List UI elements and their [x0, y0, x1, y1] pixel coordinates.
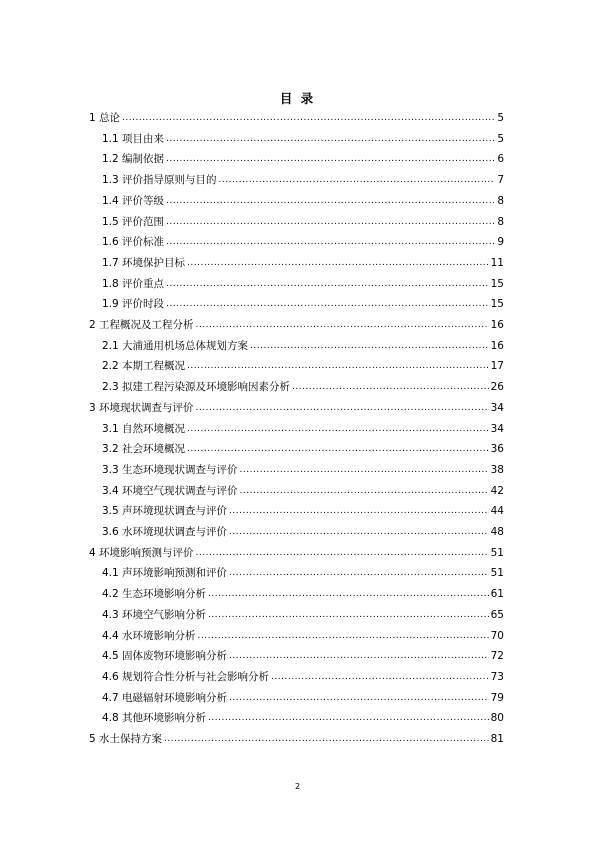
- toc-leader-dots: [166, 212, 495, 233]
- toc-entry[interactable]: [102, 522, 504, 543]
- toc-entry-page: 11: [490, 256, 504, 269]
- toc-entry-label: 4.3 环境空气影响分析: [102, 608, 207, 621]
- toc-entry-page: 65: [490, 608, 504, 621]
- toc-leader-dots: [166, 294, 489, 315]
- toc-entry-label: 1.2 编制依据: [102, 153, 165, 166]
- toc-entry[interactable]: [102, 501, 504, 522]
- toc-entry[interactable]: [102, 481, 504, 502]
- toc-entry-page: 38: [490, 463, 504, 476]
- toc-entry-label: 4.1 声环境影响预测和评价: [102, 567, 228, 580]
- toc-leader-dots: [187, 439, 489, 460]
- toc-entry-label: 2 工程概况及工程分析: [89, 319, 194, 331]
- toc-entry-page: 51: [490, 546, 504, 559]
- toc-entry[interactable]: [89, 729, 504, 750]
- toc-entry-label: 4 环境影响预测与评价: [89, 546, 194, 559]
- toc-leader-dots: [208, 708, 489, 729]
- toc-entry[interactable]: [102, 377, 504, 398]
- toc-leader-dots: [196, 543, 489, 564]
- toc-entry-label: 2.2 本期工程概况: [102, 360, 186, 373]
- toc-leader-dots: [240, 460, 489, 481]
- toc-entry-label: 1.4 评价等级: [102, 194, 165, 207]
- toc-entry[interactable]: [102, 212, 504, 233]
- toc-entry-page: 48: [490, 526, 504, 538]
- toc-entry[interactable]: [102, 129, 504, 150]
- toc-entry-page: 51: [490, 567, 504, 580]
- toc-leader-dots: [271, 667, 489, 688]
- toc-entry[interactable]: [102, 356, 504, 377]
- toc-leader-dots: [208, 605, 489, 626]
- toc-entry[interactable]: [89, 108, 504, 129]
- toc-leader-dots: [166, 274, 489, 295]
- toc-leader-dots: [229, 688, 489, 709]
- toc-entry-page: 9: [497, 236, 504, 249]
- toc-entry[interactable]: [102, 419, 504, 440]
- toc-entry-page: 42: [490, 484, 504, 497]
- toc-entry-label: 4.2 生态环境影响分析: [102, 588, 207, 601]
- toc-entry[interactable]: [102, 439, 504, 460]
- toc-entry[interactable]: [102, 605, 504, 626]
- toc-entry-label: 1.8 评价重点: [102, 277, 165, 290]
- toc-entry-page: 5: [497, 132, 504, 145]
- page-number: 2: [294, 782, 301, 791]
- toc-entry-label: 3.1 自然环境概况: [102, 422, 186, 435]
- toc-entry-page: 5: [497, 112, 504, 124]
- toc-entry[interactable]: [102, 688, 504, 709]
- toc-leader-dots: [187, 356, 489, 377]
- toc-leader-dots: [166, 129, 495, 150]
- toc-leader-dots: [292, 377, 489, 398]
- toc-entry-label: 4.5 固体废物环境影响分析: [102, 650, 228, 663]
- toc-entry-label: 3.2 社会环境概况: [102, 443, 186, 456]
- toc-entry-label: 3.6 水环境现状调查与评价: [102, 526, 228, 538]
- toc-entry[interactable]: [102, 667, 504, 688]
- toc-entry[interactable]: [102, 191, 504, 212]
- toc-entry-page: 26: [490, 381, 504, 394]
- toc-entry-label: 1.9 评价时段: [102, 298, 165, 311]
- toc-leader-dots: [164, 729, 489, 750]
- toc-entry-page: 7: [497, 174, 504, 187]
- toc-entry[interactable]: [89, 315, 504, 336]
- toc-leader-dots: [166, 232, 495, 253]
- toc-entry-label: 1.5 评价范围: [102, 215, 165, 228]
- toc-entry[interactable]: [89, 543, 504, 564]
- toc-title: 目 录: [279, 91, 316, 106]
- toc-entry-page: 34: [490, 401, 504, 414]
- toc-leader-dots: [196, 315, 489, 336]
- toc-entry-page: 15: [490, 277, 504, 290]
- toc-entry-page: 15: [490, 298, 504, 311]
- toc-entry[interactable]: [102, 584, 504, 605]
- toc-entry-label: 5 水土保持方案: [89, 733, 163, 745]
- toc-leader-dots: [219, 170, 496, 191]
- toc-leader-dots: [229, 522, 489, 543]
- toc-leader-dots: [208, 584, 489, 605]
- toc-entry-label: 1.7 环境保护目标: [102, 256, 186, 269]
- toc-entry-page: 16: [490, 339, 504, 352]
- toc-entry-label: 4.6 规划符合性分析与社会影响分析: [102, 670, 270, 683]
- toc-entry-page: 61: [490, 588, 504, 601]
- toc-leader-dots: [250, 336, 489, 357]
- toc-leader-dots: [240, 481, 489, 502]
- toc-entry-page: 73: [490, 670, 504, 683]
- toc-entry-label: 3 环境现状调查与评价: [89, 401, 194, 414]
- toc-entry-page: 70: [490, 629, 504, 642]
- toc-entry-label: 1.1 项目由来: [102, 132, 165, 145]
- toc-entry-label: 1.3 评价指导原则与目的: [102, 174, 217, 187]
- toc-leader-dots: [229, 501, 489, 522]
- toc-entry-label: 3.3 生态环境现状调查与评价: [102, 463, 238, 476]
- toc-entry-page: 81: [490, 733, 504, 745]
- toc-entry[interactable]: [102, 274, 504, 295]
- toc-entry-page: 36: [490, 443, 504, 456]
- toc-leader-dots: [166, 191, 495, 212]
- toc-entry-page: 72: [490, 650, 504, 663]
- toc-entry[interactable]: [102, 336, 504, 357]
- toc-leader-dots: [229, 646, 489, 667]
- toc-entry-label: 1 总论: [89, 112, 121, 124]
- toc-entry-label: 4.8 其他环境影响分析: [102, 712, 207, 725]
- toc-entry-page: 80: [490, 712, 504, 725]
- toc-entry-page: 16: [490, 319, 504, 331]
- toc-leader-dots: [198, 626, 489, 647]
- toc-entry-page: 6: [497, 153, 504, 166]
- toc-entry-page: 34: [490, 422, 504, 435]
- toc-entry[interactable]: [102, 708, 504, 729]
- toc-entry[interactable]: [102, 294, 504, 315]
- toc-entry-page: 17: [490, 360, 504, 373]
- toc-leader-dots: [187, 253, 489, 274]
- toc-entry-label: 3.5 声环境现状调查与评价: [102, 505, 228, 518]
- toc-entry-label: 2.1 大浦通用机场总体规划方案: [102, 339, 249, 352]
- toc-entry-page: 44: [490, 505, 504, 518]
- toc-entry-label: 4.4 水环境影响分析: [102, 629, 196, 642]
- toc-entry-label: 3.4 环境空气现状调查与评价: [102, 484, 238, 497]
- toc-leader-dots: [229, 563, 489, 584]
- toc-entry[interactable]: [102, 170, 504, 191]
- toc-entry-page: 79: [490, 691, 504, 704]
- toc-entry-label: 1.6 评价标准: [102, 236, 165, 249]
- toc-entry-page: 8: [497, 215, 504, 228]
- toc-leader-dots: [122, 108, 495, 129]
- toc-leader-dots: [166, 149, 495, 170]
- toc-entry[interactable]: [102, 460, 504, 481]
- toc-entry[interactable]: [89, 398, 504, 419]
- toc-entry[interactable]: [102, 232, 504, 253]
- toc-entry-label: 2.3 拟建工程污染源及环境影响因素分析: [102, 381, 291, 394]
- toc-entry[interactable]: [102, 253, 504, 274]
- toc-entry-page: 8: [497, 194, 504, 207]
- toc-entry[interactable]: [102, 149, 504, 170]
- toc-leader-dots: [187, 419, 489, 440]
- toc-entry-label: 4.7 电磁辐射环境影响分析: [102, 691, 228, 704]
- toc-entry[interactable]: [102, 563, 504, 584]
- toc-entry[interactable]: [102, 646, 504, 667]
- toc-entry[interactable]: [102, 626, 504, 647]
- toc-leader-dots: [196, 398, 489, 419]
